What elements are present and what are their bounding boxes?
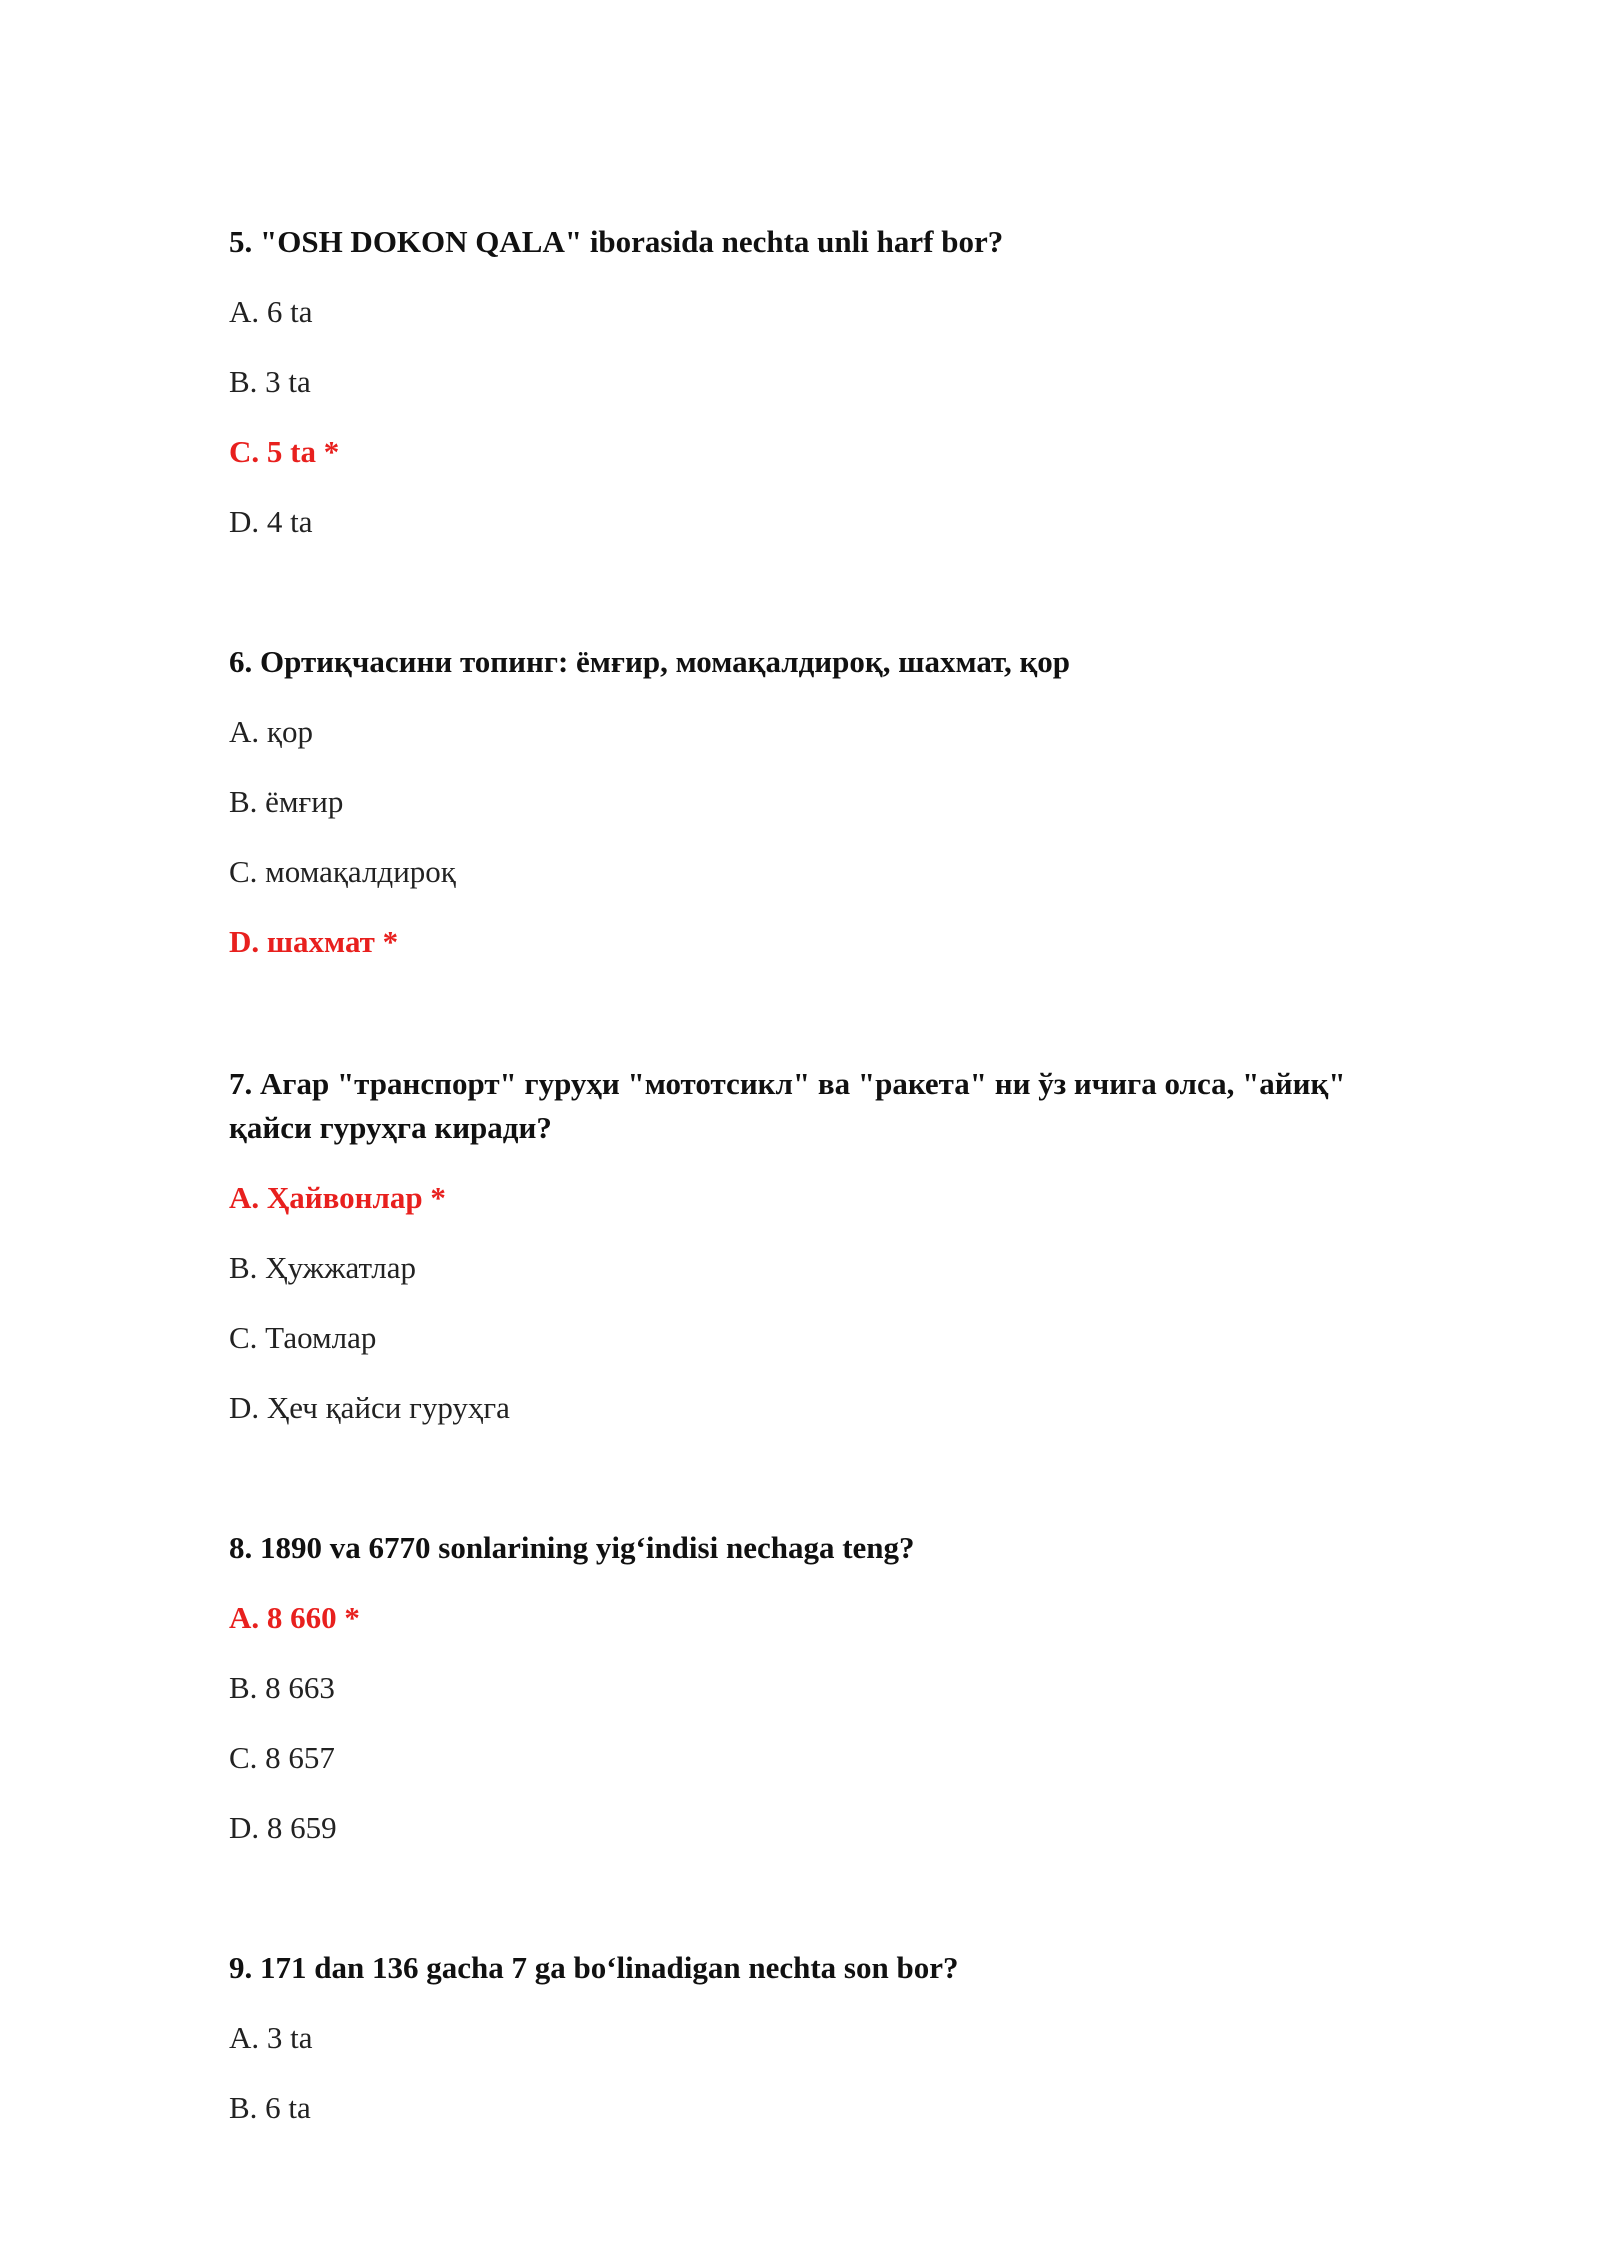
question-5-text: 5. "OSH DOKON QALA" iborasida nechta unli harf bor? [229, 224, 1004, 259]
question-5-option-a: A. 6 ta [229, 294, 313, 329]
question-8-option-d: D. 8 659 [229, 1810, 337, 1845]
question-6-option-d-correct: D. шахмат * [229, 924, 399, 959]
question-6-option-b: B. ёмғир [229, 784, 344, 819]
question-9-text: 9. 171 dan 136 gacha 7 ga bo‘linadigan nechta son bor? [229, 1950, 959, 1985]
question-5-option-d: D. 4 ta [229, 504, 313, 539]
question-6-text: 6. Ортиқчасини топинг: ёмғир, момақалдироқ, шахмат, қор [229, 644, 1071, 679]
question-7-text: 7. Агар "транспорт" гуруҳи "мототсикл" ва "ракета" ни ўз ичига олса, "айиқ" [229, 1066, 1346, 1101]
question-8-option-a-correct: A. 8 660 * [229, 1600, 360, 1635]
question-7-option-c: C. Таомлар [229, 1320, 377, 1355]
question-7-option-a-correct: A. Ҳайвонлар * [229, 1180, 446, 1215]
question-9-option-b: B. 6 ta [229, 2090, 311, 2125]
question-8-option-c: C. 8 657 [229, 1740, 335, 1775]
question-5-option-c-correct: C. 5 ta * [229, 434, 340, 469]
question-8-option-b: B. 8 663 [229, 1670, 335, 1705]
question-6-option-c: C. момақалдироқ [229, 854, 456, 889]
question-6-option-a: A. қор [229, 714, 313, 749]
question-7-text-continued: қайси гуруҳга киради? [229, 1110, 552, 1145]
question-5-option-b: B. 3 ta [229, 364, 311, 399]
question-8-text: 8. 1890 va 6770 sonlarining yig‘indisi nechaga teng? [229, 1530, 915, 1565]
question-7-option-b: B. Ҳужжатлар [229, 1250, 416, 1285]
question-9-option-a: A. 3 ta [229, 2020, 313, 2055]
question-7-option-d: D. Ҳеч қайси гуруҳга [229, 1390, 510, 1425]
